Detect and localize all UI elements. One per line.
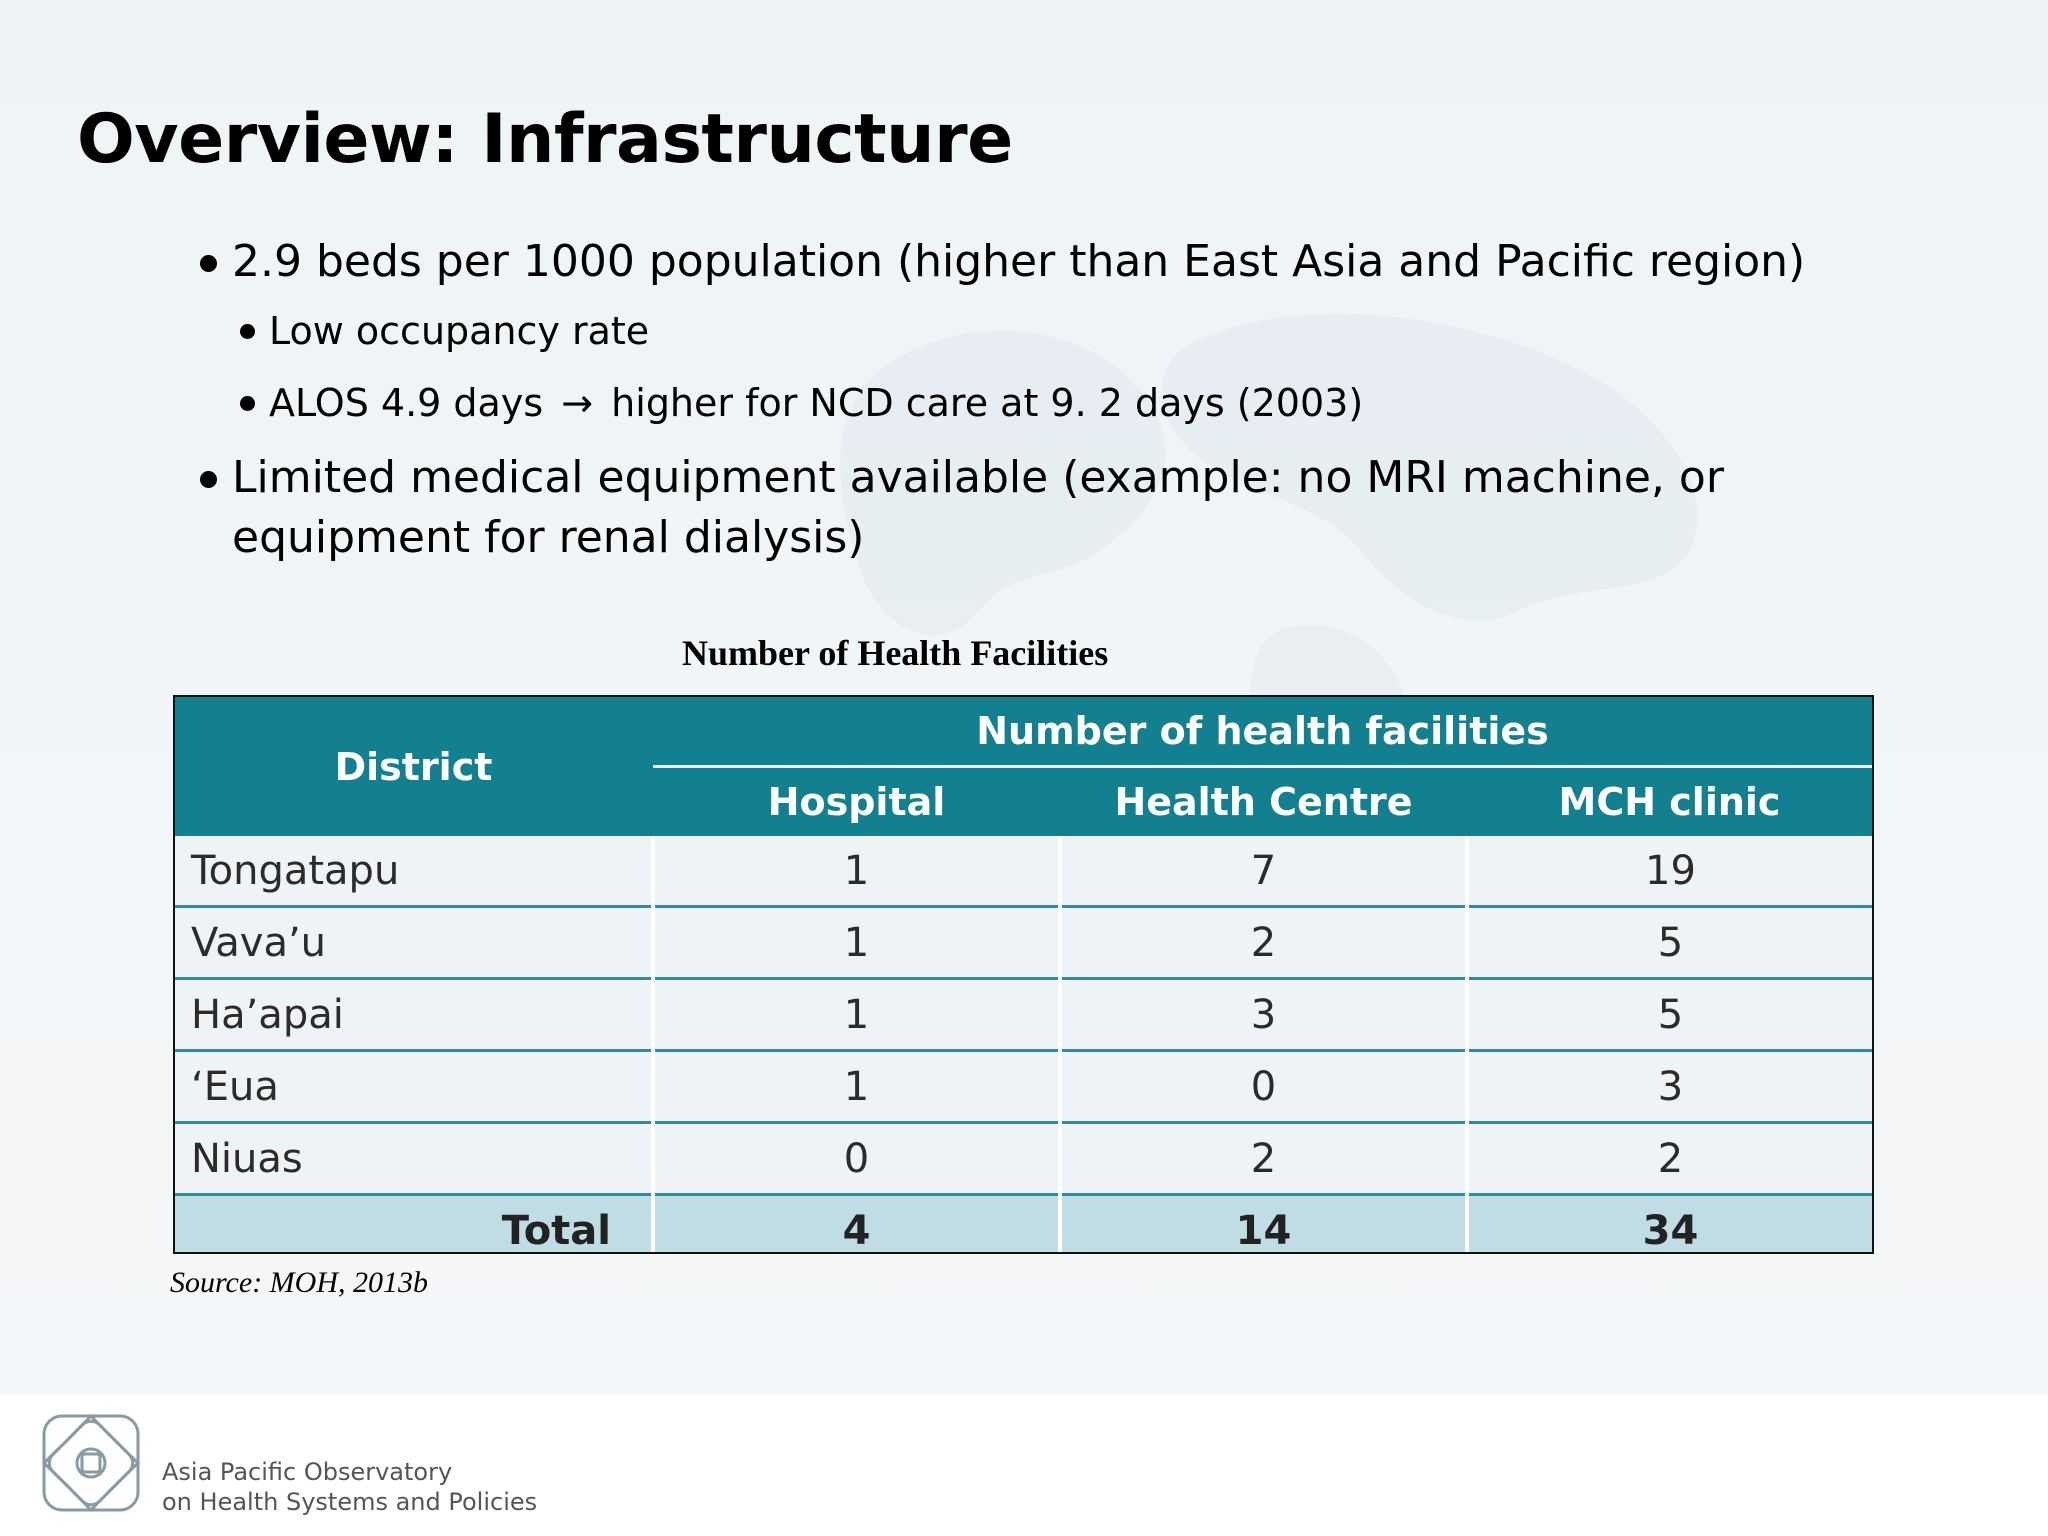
- bullet-dot-icon: [200, 471, 217, 488]
- cell-mch-clinic: 5: [1467, 907, 1872, 979]
- cell-hospital: 1: [653, 979, 1060, 1051]
- cell-hospital: 0: [653, 1123, 1060, 1195]
- table-row: [175, 1123, 1872, 1195]
- header-district: District: [175, 697, 653, 836]
- cell-health-centre: 2: [1060, 1123, 1467, 1195]
- cell-health-centre: 2: [1060, 907, 1467, 979]
- bullet-alos: [195, 376, 1975, 430]
- bullet-dot-icon: [200, 255, 217, 272]
- cell-mch-clinic: 19: [1467, 836, 1872, 907]
- cell-total-mch-clinic: 34: [1467, 1195, 1872, 1255]
- header-hospital: Hospital: [653, 767, 1060, 837]
- cell-district: ‘Eua: [175, 1051, 653, 1123]
- bullet-beds-text: 2.9 beds per 1000 population (higher than East Asia and Pacific region): [232, 236, 1806, 287]
- cell-mch-clinic: 5: [1467, 979, 1872, 1051]
- cell-total-health-centre: 14: [1060, 1195, 1467, 1255]
- cell-total-hospital: 4: [653, 1195, 1060, 1255]
- header-health-centre: Health Centre: [1060, 767, 1467, 837]
- table-row: [175, 979, 1872, 1051]
- table-row: [175, 836, 1872, 907]
- org-name-line2: on Health Systems and Policies: [162, 1488, 538, 1516]
- cell-health-centre: 0: [1060, 1051, 1467, 1123]
- table-row: [175, 1051, 1872, 1123]
- org-name-line1: Asia Pacific Observatory: [162, 1458, 453, 1486]
- cell-district: Tongatapu: [175, 836, 653, 907]
- cell-total-label: Total: [175, 1195, 653, 1255]
- arrow-right-icon: →: [561, 381, 594, 425]
- bullet-occupancy-text: Low occupancy rate: [269, 309, 650, 353]
- header-number-of-facilities: Number of health facilities: [653, 697, 1872, 767]
- cell-hospital: 1: [653, 836, 1060, 907]
- bullet-alos-start: ALOS 4.9 days: [269, 381, 544, 425]
- cell-hospital: 1: [653, 1051, 1060, 1123]
- cell-district: Ha’apai: [175, 979, 653, 1051]
- table-source: Source: MOH, 2013b: [170, 1266, 429, 1299]
- cell-mch-clinic: 3: [1467, 1051, 1872, 1123]
- cell-health-centre: 3: [1060, 979, 1467, 1051]
- bullet-equipment: [195, 448, 1975, 568]
- health-facilities-table: [173, 695, 1874, 1254]
- bullet-dot-icon: [240, 324, 255, 339]
- cell-health-centre: 7: [1060, 836, 1467, 907]
- bullet-beds: [195, 232, 1975, 292]
- table-row: [175, 907, 1872, 979]
- cell-hospital: 1: [653, 907, 1060, 979]
- header-mch-clinic: MCH clinic: [1467, 767, 1872, 837]
- bullet-occupancy: [195, 304, 1975, 358]
- slide-title: Overview: Infrastructure: [77, 100, 1013, 179]
- bullet-equipment-text: Limited medical equipment available (example: no MRI machine, or equipment for renal dialysis): [232, 452, 1724, 563]
- org-name: [162, 1457, 537, 1517]
- table-total-row: [175, 1195, 1872, 1255]
- cell-district: Vava’u: [175, 907, 653, 979]
- bullet-alos-end: higher for NCD care at 9. 2 days (2003): [611, 381, 1364, 425]
- cell-district: Niuas: [175, 1123, 653, 1195]
- cell-mch-clinic: 2: [1467, 1123, 1872, 1195]
- bullet-dot-icon: [240, 396, 255, 411]
- observatory-knot-logo-icon: [38, 1410, 144, 1516]
- table-caption: Number of Health Facilities: [682, 633, 1109, 673]
- bullet-list: [195, 232, 1975, 580]
